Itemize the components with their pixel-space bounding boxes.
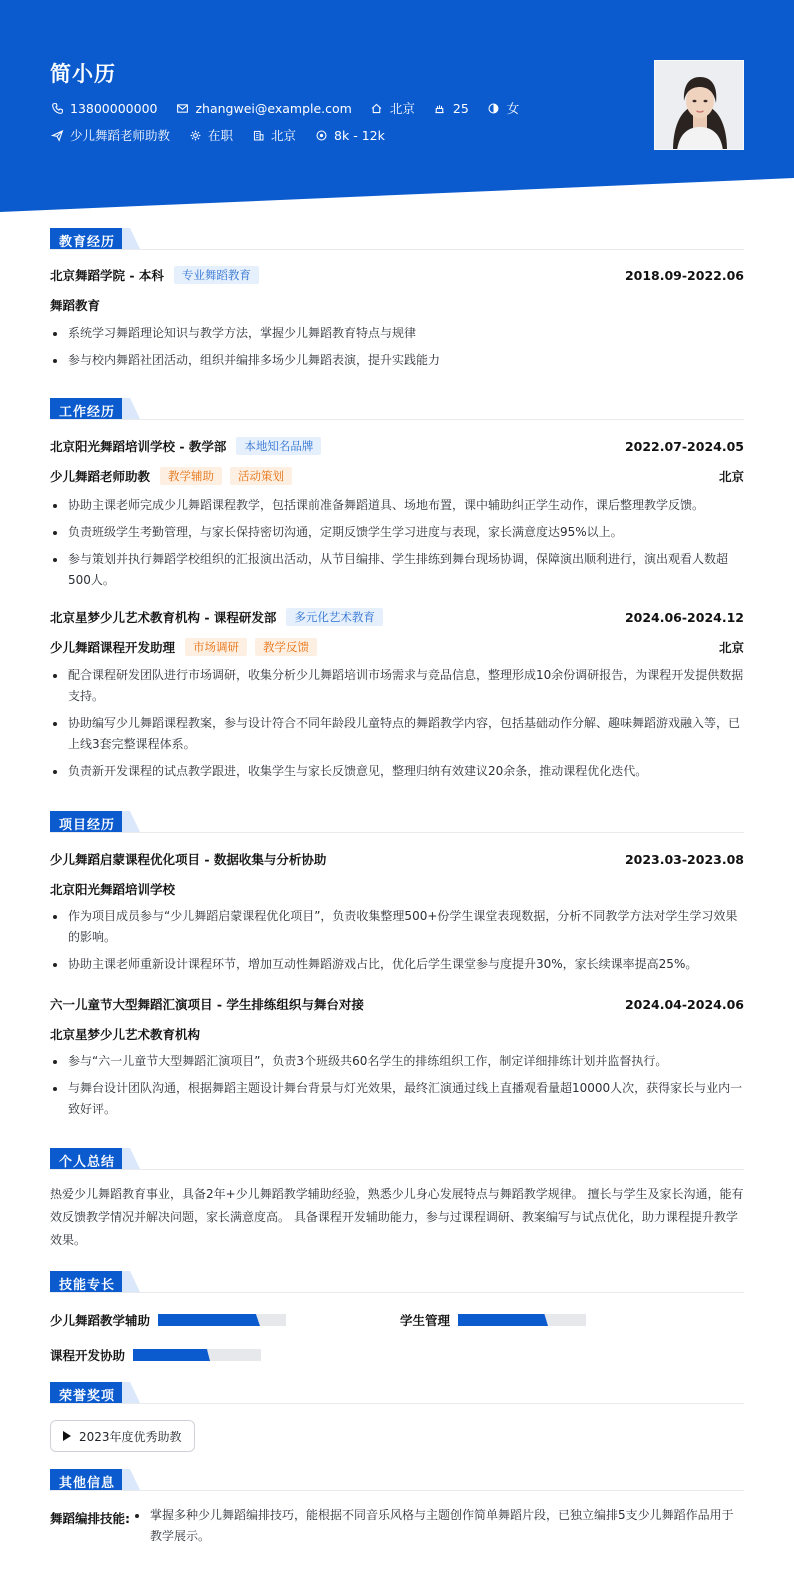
work-bullets xyxy=(50,495,744,597)
resume-header xyxy=(0,0,794,212)
company-name: 北京阳光舞蹈培训学校 - 教学部 xyxy=(50,439,227,454)
awards-section xyxy=(50,1382,744,1454)
title-accent xyxy=(122,398,142,419)
other-bullets xyxy=(132,1505,744,1553)
title-accent xyxy=(122,811,142,832)
work-entry-header xyxy=(50,437,744,455)
projects-section xyxy=(50,811,744,1131)
title-accent xyxy=(122,1469,142,1490)
hometown-info xyxy=(370,99,415,117)
section-title: 教育经历 xyxy=(50,228,125,249)
list-item: 负责班级学生考勤管理，与家长保持密切沟通，定期反馈学生学习进度与表现，家长满意度达95%以上。 xyxy=(50,522,744,543)
work-location: 北京 xyxy=(718,640,744,655)
list-item: 参与校内舞蹈社团活动，组织并编排多场少儿舞蹈表演，提升实践能力 xyxy=(50,350,744,371)
project-org: 北京阳光舞蹈培训学校 xyxy=(50,882,176,897)
project-header xyxy=(50,995,744,1013)
project-name: 六一儿童节大型舞蹈汇演项目 - 学生排练组织与舞台对接 xyxy=(50,997,364,1012)
company-tag: 多元化艺术教育 xyxy=(286,608,383,626)
section-header xyxy=(50,1148,744,1170)
list-item: 系统学习舞蹈理论知识与教学方法，掌握少儿舞蹈教育特点与规律 xyxy=(50,323,744,344)
education-section xyxy=(50,228,744,378)
work-location: 北京 xyxy=(718,469,744,484)
salary-text: 8k - 12k xyxy=(334,127,385,143)
project-name: 少儿舞蹈启蒙课程优化项目 - 数据收集与分析协助 xyxy=(50,852,327,867)
phone-info xyxy=(50,101,157,116)
candidate-name: 简小历 xyxy=(50,62,116,86)
skill-level-fill xyxy=(133,1349,210,1361)
salary-info xyxy=(314,128,385,143)
title-accent xyxy=(122,1148,142,1169)
major-name: 舞蹈教育 xyxy=(50,298,101,313)
list-item: 协助编写少儿舞蹈课程教案，参与设计符合不同年龄段儿童特点的舞蹈教学内容，包括基础动作分解、趣味舞蹈游戏融入等，已上线3套完整课程体系。 xyxy=(50,713,744,755)
section-header xyxy=(50,398,744,420)
project-bullets xyxy=(50,1051,744,1126)
send-icon xyxy=(50,128,64,142)
city-text: 北京 xyxy=(271,128,297,143)
profile-photo xyxy=(654,60,744,150)
phone-icon xyxy=(50,101,64,115)
major-row xyxy=(50,296,744,314)
role-tag: 教学反馈 xyxy=(255,638,317,656)
role-row xyxy=(50,467,744,485)
skill-name: 学生管理 xyxy=(400,1313,451,1328)
building-icon xyxy=(251,128,265,142)
role-title: 少儿舞蹈课程开发助理 xyxy=(50,640,176,655)
section-header xyxy=(50,1382,744,1404)
company-name: 北京星梦少儿艺术教育机构 - 课程研发部 xyxy=(50,610,277,625)
skill-name: 少儿舞蹈教学辅助 xyxy=(50,1313,151,1328)
section-title: 项目经历 xyxy=(50,811,125,832)
company-tag: 本地知名品牌 xyxy=(236,437,321,455)
role-title: 少儿舞蹈老师助教 xyxy=(50,469,151,484)
title-accent xyxy=(122,1271,142,1292)
skill-level-bar xyxy=(158,1314,286,1326)
city-info xyxy=(251,126,296,144)
project-date: 2024.04-2024.06 xyxy=(624,996,744,1012)
work-date: 2024.06-2024.12 xyxy=(624,609,744,625)
age-icon xyxy=(433,101,447,115)
section-title: 技能专长 xyxy=(50,1271,125,1292)
triangle-icon xyxy=(63,1431,71,1441)
list-item: 协助主课老师重新设计课程环节，增加互动性舞蹈游戏占比，优化后学生课堂参与度提升30%，家长续课率提高25%。 xyxy=(50,954,744,975)
education-date: 2018.09-2022.06 xyxy=(624,267,744,283)
list-item: 配合课程研发团队进行市场调研，收集分析少儿舞蹈培训市场需求与竞品信息，整理形成10余份调研报告，为课程开发提供数据支持。 xyxy=(50,665,744,707)
summary-section xyxy=(50,1148,744,1258)
list-item: 作为项目成员参与“少儿舞蹈启蒙课程优化项目”，负责收集整理500+份学生课堂表现数据，分析不同教学方法对学生学习效果的影响。 xyxy=(50,906,744,948)
salary-icon xyxy=(314,128,328,142)
project-org-row xyxy=(50,1025,744,1043)
project-header xyxy=(50,850,744,868)
home-icon xyxy=(370,101,384,115)
gender-icon xyxy=(487,101,501,115)
education-bullets xyxy=(50,323,744,377)
job-intent-row xyxy=(50,126,403,144)
award-name: 2023年度优秀助教 xyxy=(79,1429,182,1444)
work-entry-header xyxy=(50,608,744,626)
project-org: 北京星梦少儿艺术教育机构 xyxy=(50,1027,201,1042)
job-target-text: 少儿舞蹈老师助教 xyxy=(70,128,171,143)
phone-text: 13800000000 xyxy=(70,100,158,116)
school-tag: 专业舞蹈教育 xyxy=(174,266,259,284)
age-text: 25 xyxy=(452,100,469,116)
skill-level-fill xyxy=(158,1314,260,1326)
email-info xyxy=(175,101,351,116)
school-name: 北京舞蹈学院 - 本科 xyxy=(50,268,164,283)
section-header xyxy=(50,811,744,833)
section-title: 个人总结 xyxy=(50,1148,125,1169)
education-entry-header xyxy=(50,266,744,284)
other-label: 舞蹈编排技能: xyxy=(50,1511,130,1526)
gender-text: 女 xyxy=(506,101,520,116)
skill-level-bar xyxy=(133,1349,261,1361)
skill-item xyxy=(400,1311,586,1329)
skill-level-bar xyxy=(458,1314,586,1326)
job-target-info xyxy=(50,126,170,144)
list-item: 参与策划并执行舞蹈学校组织的汇报演出活动，从节目编排、学生排练到舞台现场协调，保障演出顺利进行，演出观看人数超500人。 xyxy=(50,549,744,591)
list-item: 参与“六一儿童节大型舞蹈汇演项目”，负责3个班级共60名学生的排练组织工作，制定详细排练计划并监督执行。 xyxy=(50,1051,744,1072)
status-text: 在职 xyxy=(208,128,234,143)
section-title: 其他信息 xyxy=(50,1469,125,1490)
section-header xyxy=(50,1271,744,1293)
list-item: 协助主课老师完成少儿舞蹈课程教学，包括课前准备舞蹈道具、场地布置，课中辅助纠正学生动作，课后整理教学反馈。 xyxy=(50,495,744,516)
gender-info xyxy=(487,99,520,117)
list-item: 与舞台设计团队沟通，根据舞蹈主题设计舞台背景与灯光效果，最终汇演通过线上直播观看量超10000人次，获得家长与业内一致好评。 xyxy=(50,1078,744,1120)
skill-name: 课程开发协助 xyxy=(50,1348,126,1363)
project-bullets xyxy=(50,906,744,981)
title-accent xyxy=(122,1382,142,1403)
gear-icon xyxy=(188,128,202,142)
other-section xyxy=(50,1469,744,1569)
role-tag: 活动策划 xyxy=(230,467,292,485)
section-header xyxy=(50,228,744,250)
list-item: 负责新开发课程的试点教学跟进，收集学生与家长反馈意见，整理归纳有效建议20余条，推动课程优化迭代。 xyxy=(50,761,744,782)
age-info xyxy=(433,101,469,116)
hometown-text: 北京 xyxy=(389,101,415,116)
avatar xyxy=(655,61,744,150)
skill-item xyxy=(50,1346,261,1364)
work-bullets xyxy=(50,665,744,788)
work-date: 2022.07-2024.05 xyxy=(624,438,744,454)
title-accent xyxy=(122,228,142,249)
role-tag: 市场调研 xyxy=(185,638,247,656)
role-tag: 教学辅助 xyxy=(160,467,222,485)
work-section xyxy=(50,398,744,798)
contact-row xyxy=(50,99,537,117)
project-org-row xyxy=(50,880,744,898)
status-info xyxy=(188,126,233,144)
skill-item xyxy=(50,1311,286,1329)
role-row xyxy=(50,638,744,656)
mail-icon xyxy=(175,101,189,115)
project-date: 2023.03-2023.08 xyxy=(624,851,744,867)
skills-section xyxy=(50,1271,744,1366)
section-title: 工作经历 xyxy=(50,398,125,419)
section-title: 荣誉奖项 xyxy=(50,1382,125,1403)
skill-level-fill xyxy=(458,1314,548,1326)
award-item xyxy=(50,1420,195,1452)
list-item: 掌握多种少儿舞蹈编排技巧，能根据不同音乐风格与主题创作简单舞蹈片段，已独立编排5支少儿舞蹈作品用于教学展示。 xyxy=(132,1505,744,1547)
summary-text: 热爱少儿舞蹈教育事业，具备2年+少儿舞蹈教学辅助经验，熟悉少儿身心发展特点与舞蹈教学规律。 擅长与学生及家长沟通，能有效反馈教学情况并解决问题，家长满意度高。 具备课程开发辅助能力，参与过课程调研、教案编写与试点优化，助力课程提升教学效果。 xyxy=(50,1187,744,1247)
section-header xyxy=(50,1469,744,1491)
email-text: zhangwei@example.com xyxy=(195,100,352,116)
